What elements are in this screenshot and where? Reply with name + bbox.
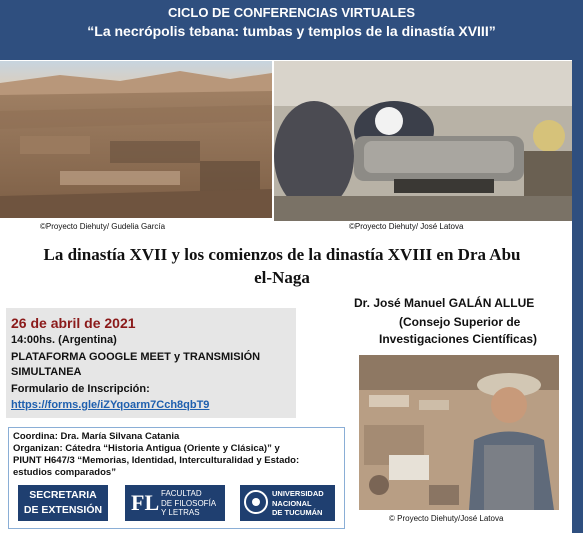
talk-title-line1: La dinastía XVII y los comienzos de la dinastía XVIII en Dra Abu <box>43 245 521 264</box>
necropolis-landscape-photo <box>0 61 272 218</box>
speaker-portrait-photo <box>359 355 559 510</box>
facultad-mark: FL <box>131 490 160 515</box>
event-platform-line2: SIMULTANEA <box>11 366 82 378</box>
unt-line1: UNIVERSIDAD <box>272 489 324 498</box>
event-time: 14:00hs. (Argentina) <box>11 334 117 346</box>
talk-title <box>6 243 558 289</box>
unt-name <box>272 489 324 518</box>
talk-title-line2: el-Naga <box>254 268 310 287</box>
unt-line2: NACIONAL <box>272 498 312 508</box>
secretaria-extension-logo <box>18 485 108 521</box>
speaker-name: Dr. José Manuel GALÁN ALLUE <box>354 296 535 310</box>
photo-credit-portrait: © Proyecto Diehuty/José Latova <box>389 514 504 523</box>
header-banner <box>0 0 583 60</box>
speaker-affiliation-line2: Investigaciones Científicas) <box>379 332 538 346</box>
right-accent-bar <box>572 60 583 533</box>
secretaria-line2: DE EXTENSIÓN <box>23 504 103 516</box>
event-date: 26 de abril de 2021 <box>11 315 136 331</box>
unt-line3: DE TUCUMÁN <box>272 508 323 517</box>
facultad-line2: DE FILOSOFÍA <box>161 498 217 508</box>
registration-form-link[interactable]: https://forms.gle/iZYqoarm7Cch8qbT9 <box>11 399 210 411</box>
photo-credit-right: ©Proyecto Diehuty/ José Latova <box>349 222 464 231</box>
tomb-excavation-photo <box>274 61 572 221</box>
unt-seal-icon <box>244 490 268 514</box>
project-line: PIUNT H647/3 “Memorias, Identidad, Interculturalidad y Estado: <box>13 455 300 466</box>
cycle-title: CICLO DE CONFERENCIAS VIRTUALES <box>167 5 415 20</box>
event-platform-line1: PLATAFORMA GOOGLE MEET y TRANSMISIÓN <box>11 351 261 363</box>
unt-logo <box>240 485 335 521</box>
facultad-line3: Y LETRAS <box>161 508 200 517</box>
secretaria-line1: SECRETARIA <box>29 489 97 501</box>
project-line-cont: estudios comparados” <box>13 467 116 478</box>
coordinator-line: Coordina: Dra. María Silvana Catania <box>13 431 180 442</box>
registration-form-label: Formulario de Inscripción: <box>11 383 150 395</box>
photo-credit-left: ©Proyecto Diehuty/ Gudelia García <box>40 222 166 231</box>
facultad-line1: FACULTAD <box>161 489 202 498</box>
organizers-text <box>13 431 343 479</box>
organizers-line: Organizan: Cátedra “Historia Antigua (Oriente y Clásica)” y <box>13 443 280 454</box>
speaker-affiliation-line1: (Consejo Superior de <box>399 315 521 329</box>
facultad-filosofia-logo <box>125 485 225 521</box>
facultad-name <box>161 489 216 518</box>
cycle-subtitle: “La necrópolis tebana: tumbas y templos de la dinastía XVIII” <box>87 23 496 39</box>
